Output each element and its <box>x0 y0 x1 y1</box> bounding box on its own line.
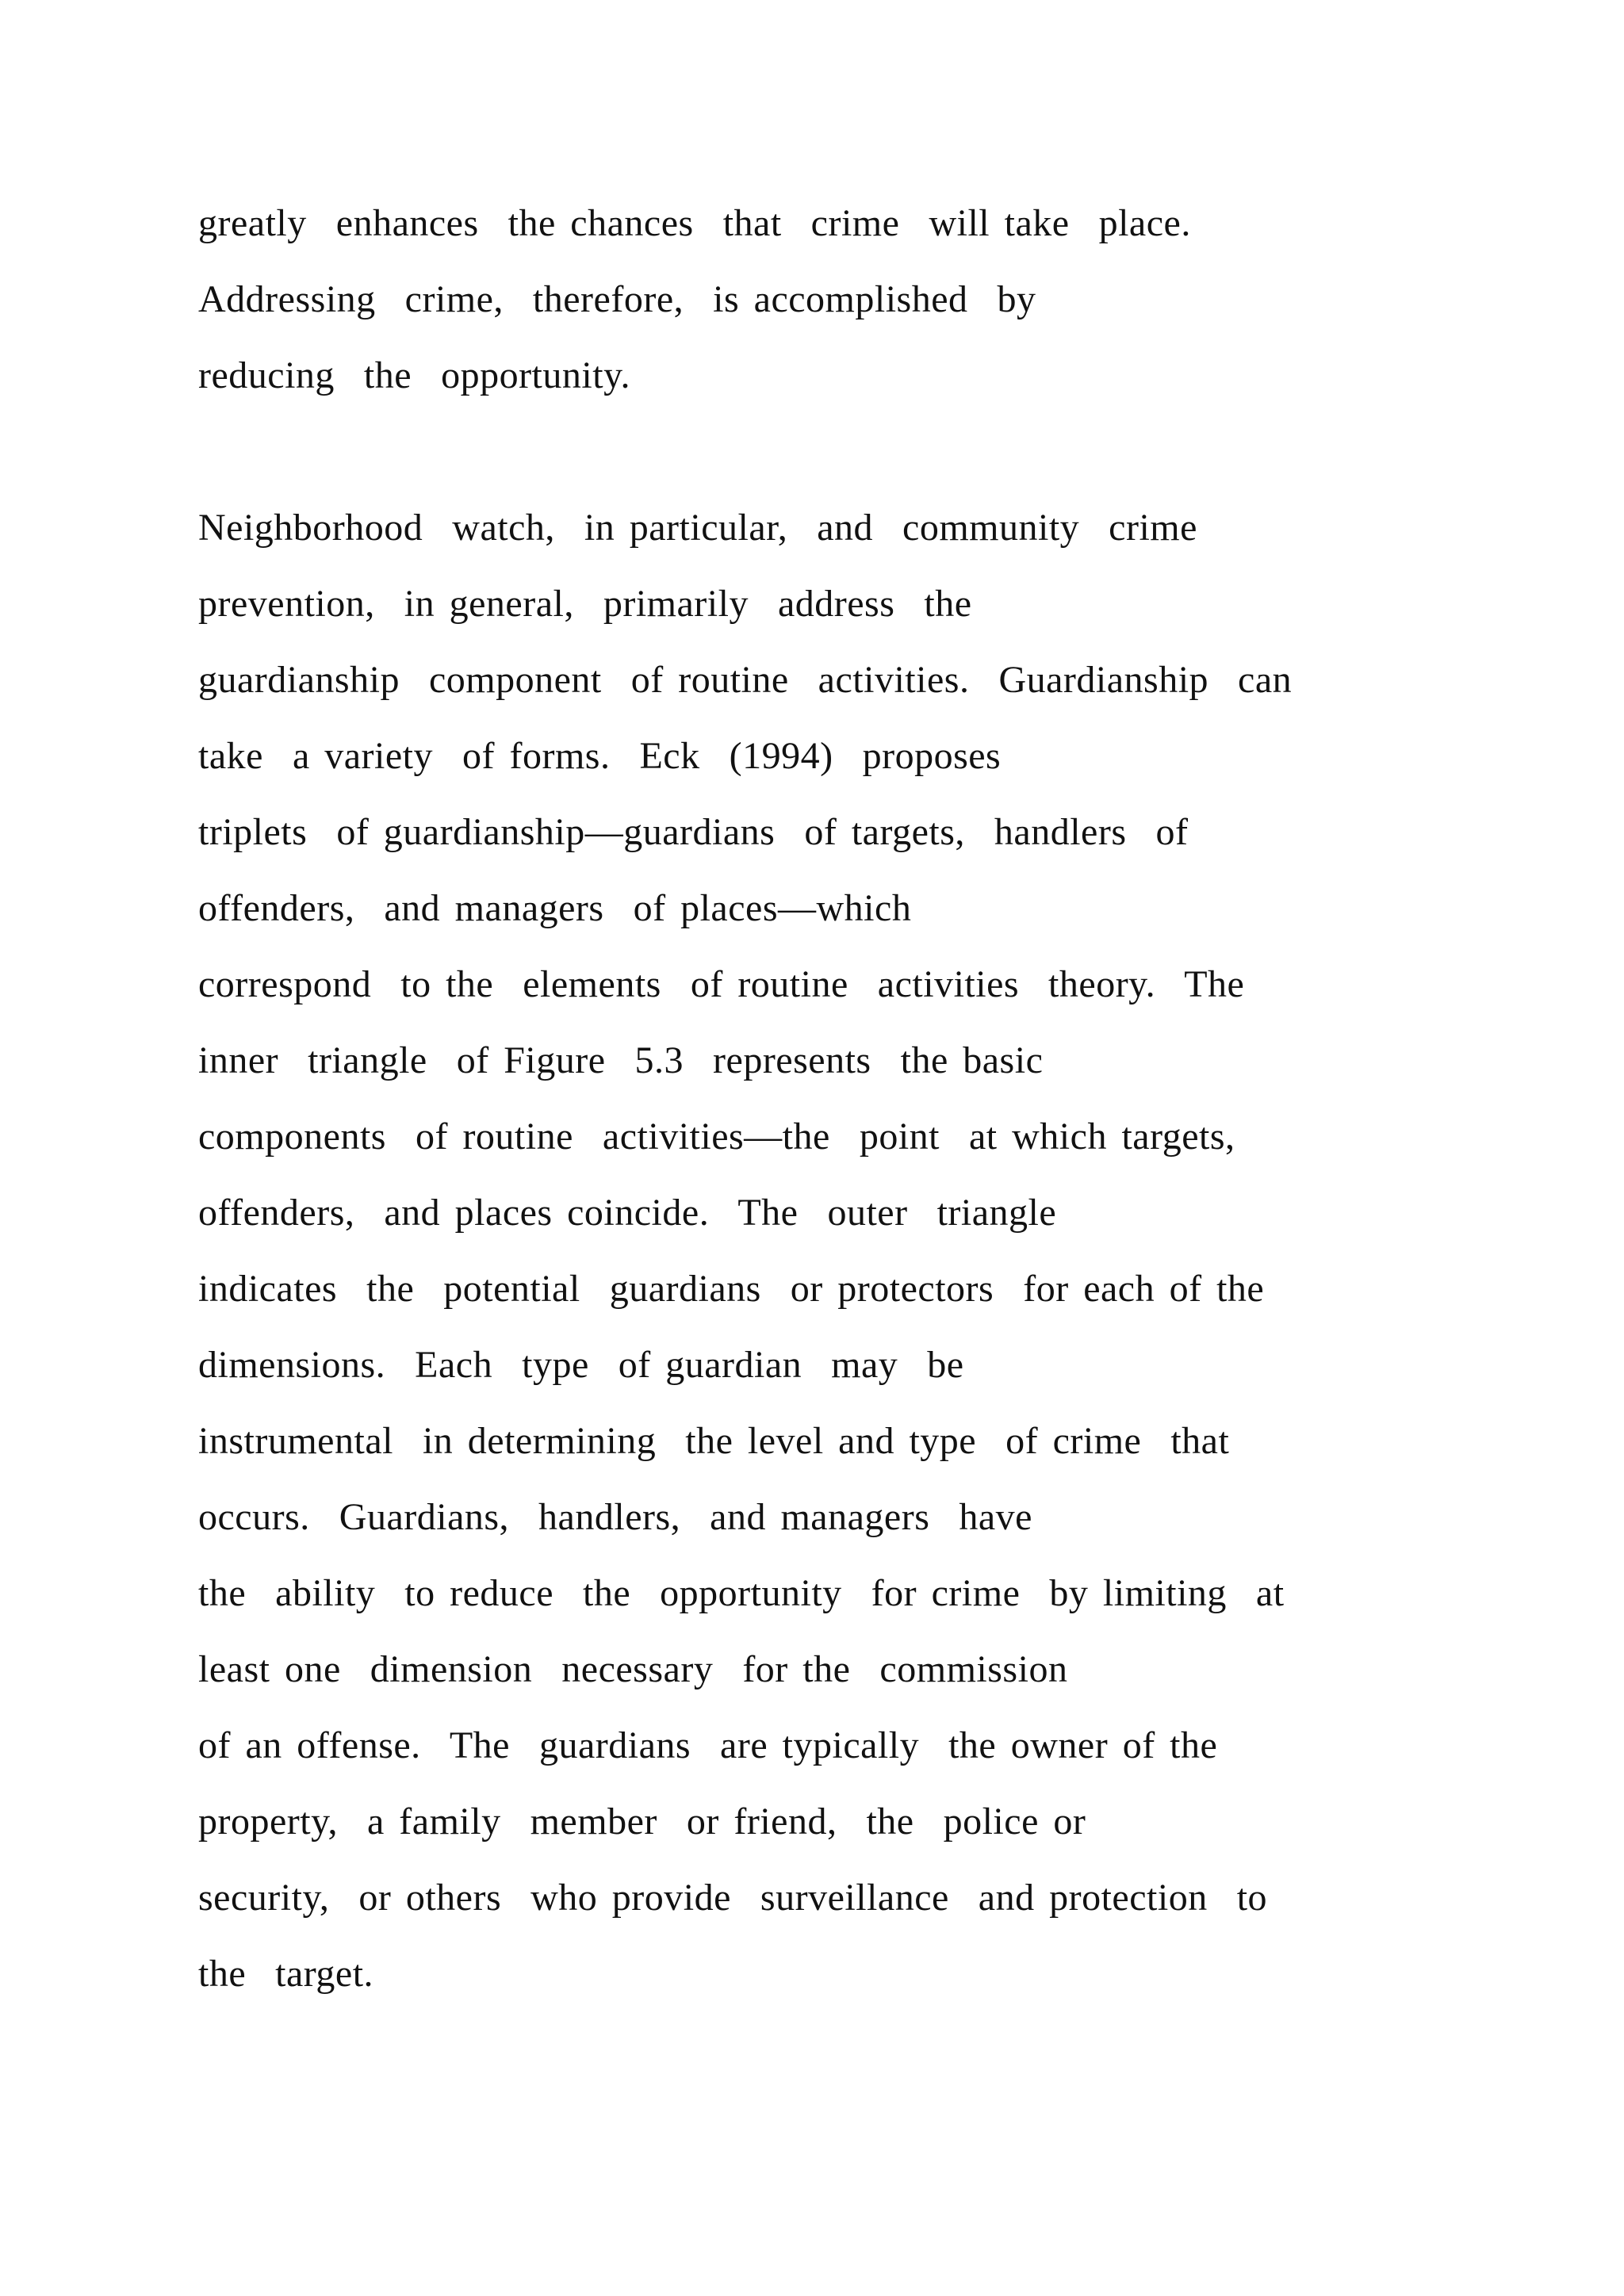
text-line: prevention, in general, primarily address the <box>198 583 972 625</box>
text-line: components of routine activities—the point at which targets, <box>198 1115 1235 1158</box>
text-line: instrumental in determining the level and type of crime that <box>198 1420 1230 1462</box>
text-line: indicates the potential guardians or protectors for each of the <box>198 1268 1265 1310</box>
text-line: greatly enhances the chances that crime will take place. <box>198 202 1191 244</box>
text-line: security, or others who provide surveillance and protection to <box>198 1877 1268 1919</box>
text-line: Neighborhood watch, in particular, and community crime <box>198 507 1197 549</box>
text-line: occurs. Guardians, handlers, and managers have <box>198 1496 1032 1538</box>
text-line: of an offense. The guardians are typically the owner of the <box>198 1724 1218 1766</box>
text-line: least one dimension necessary for the commission <box>198 1648 1068 1690</box>
paragraph-1 <box>198 195 1546 423</box>
text-line: Addressing crime, therefore, is accomplished by <box>198 278 1036 320</box>
text-line: inner triangle of Figure 5.3 represents the basic <box>198 1039 1044 1081</box>
text-line: take a variety of forms. Eck (1994) proposes <box>198 735 1002 777</box>
text-line: guardianship component of routine activities. Guardianship can <box>198 659 1293 701</box>
paragraph-2 <box>198 499 1546 2022</box>
text-line: offenders, and places coincide. The outer triangle <box>198 1192 1057 1234</box>
text-line: property, a family member or friend, the police or <box>198 1800 1086 1843</box>
text-line: the ability to reduce the opportunity for crime by limiting at <box>198 1572 1285 1614</box>
text-line: correspond to the elements of routine activities theory. The <box>198 963 1245 1005</box>
text-line: the target. <box>198 1953 374 1995</box>
text-line: dimensions. Each type of guardian may be <box>198 1344 964 1386</box>
text-line: offenders, and managers of places—which <box>198 887 912 929</box>
text-line: reducing the opportunity. <box>198 354 630 396</box>
text-line: triplets of guardianship—guardians of targets, handlers of <box>198 811 1189 853</box>
